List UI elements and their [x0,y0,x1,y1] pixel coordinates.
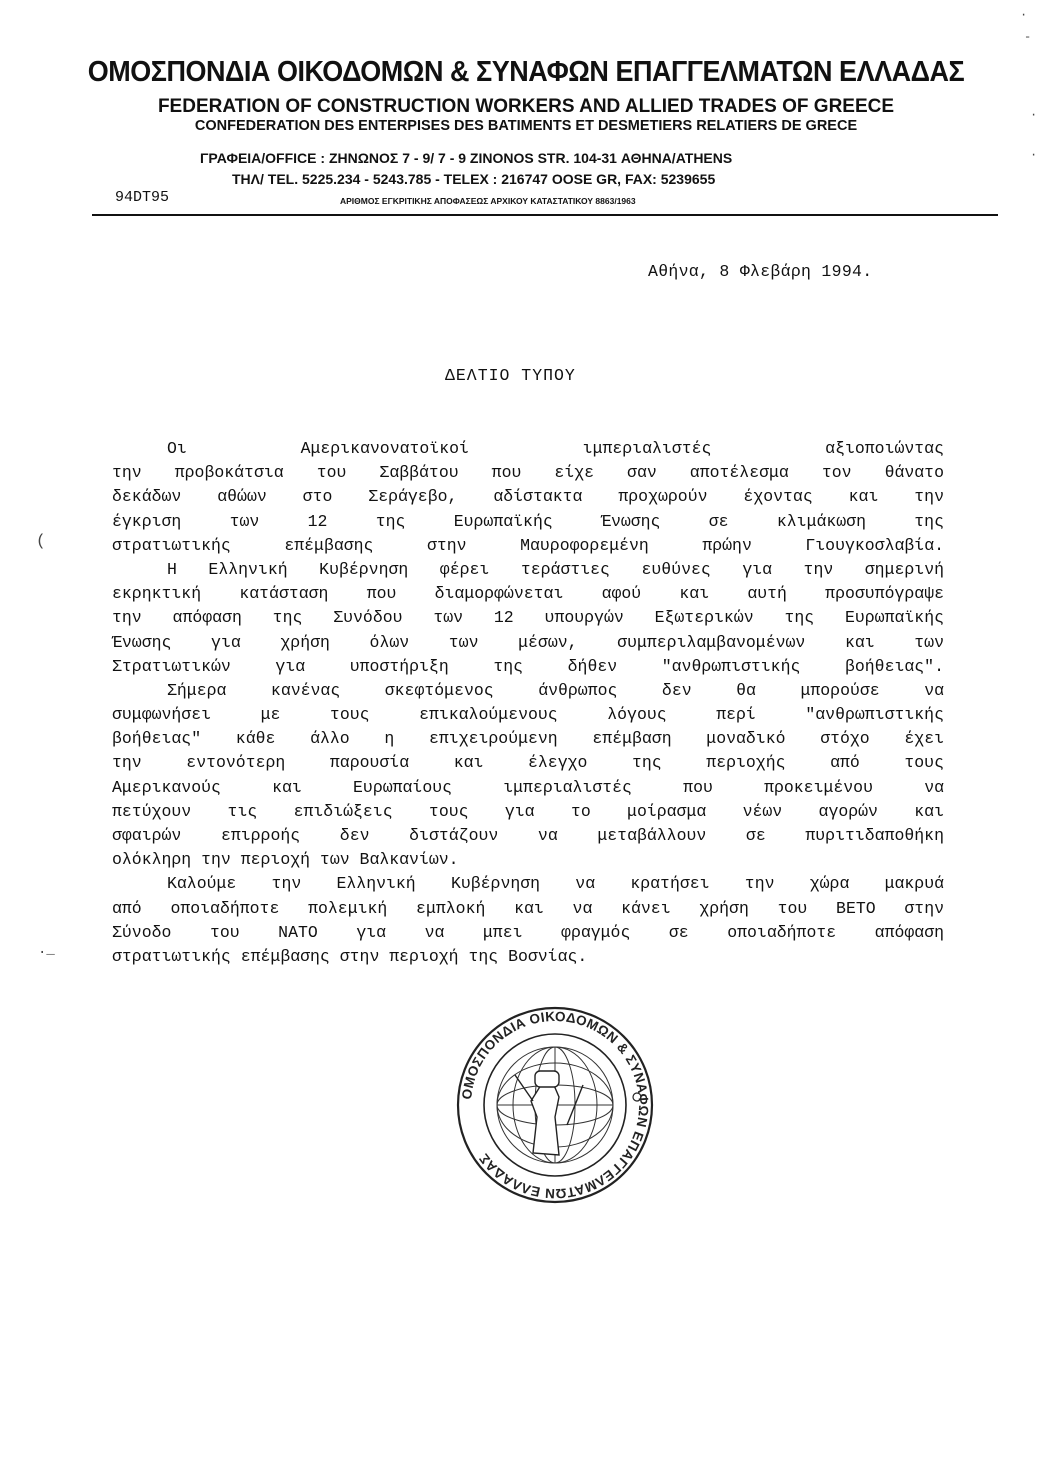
document-title: ΔΕΛΤΙΟ ΤΥΠΟΥ [445,366,576,385]
body-line: Αμερικανούς και Ευρωπαίους ιμπεριαλιστές που προκειμένου να [112,777,944,797]
scan-mark: - [1024,30,1032,44]
seal-text: ΟΜΟΣΠΟΝΔΙΑ ΟΙΚΟΔΟΜΩΝ & ΣΥΝΑΦΩΝ ΕΠΑΓΓΕΛΜΑΤΩΝ ΕΛΛΑΔΑΣ [459,1008,652,1202]
body-line: Σύνοδο του ΝΑΤΟ για να μπει φραγμός σε οποιαδήποτε απόφαση [112,922,944,942]
body-line: συμφωνήσει με τους επικαλούμενους λόγους περί "ανθρωπιστικής [112,705,944,725]
body-line: Σήμερα κανένας σκεφτόμενος άνθρωπος δεν θα μπορούσε να [167,680,944,700]
scan-mark: ( [36,532,46,550]
body-line: σφαιρών επιρροής δεν διστάζουν να μεταβάλλουν σε πυριτιδαποθήκη [112,826,944,845]
scan-mark: · [1020,8,1028,22]
body-line: Ένωσης για χρήση όλων των μέσων, συμπεριλαμβανομένων και των [112,632,944,652]
body-line: Στρατιωτικών για υποστήριξη της δήθεν "ανθρωπιστικής βοήθειας". [112,656,944,676]
body-line: την απόφαση της Συνόδου των 12 υπουργών Εξωτερικών της Ευρωπαϊκής [112,608,944,628]
body-line: Οι Αμερικανονατοϊκοί ιμπεριαλιστές αξιοποιώντας [167,439,944,458]
body-line: βοήθειας" κάθε άλλο η επιχειρούμενη επέμβαση μοναδικό στόχο έχει [112,729,944,749]
official-seal [455,1005,655,1205]
body-line: στρατιωτικής επέμβασης στην περιοχή της Βοσνίας. [112,946,588,966]
body-line: δεκάδων αθώων στο Σεράγεβο, αδίστακτα προχωρούν έχοντας και την [112,487,944,507]
organization-name-greek: ΟΜΟΣΠΟΝΔΙΑ ΟΙΚΟΔΟΜΩΝ & ΣΥΝΑΦΩΝ ΕΠΑΓΓΕΛΜΑΤΩΝ ΕΛΛΑΔΑΣ [87,56,965,88]
scan-mark: ._ [38,942,55,958]
letterhead-divider [92,214,998,216]
scan-mark: · [1030,108,1038,122]
body-line: πετύχουν τις επιδιώξεις τους για το μοίρασμα νέων αγορών και [112,801,944,821]
contact-numbers: ΤΗΛ/ TEL. 5225.234 - 5243.785 - TELEX : 216747 OOSE GR, FAX: 5239655 [232,171,716,187]
scan-mark: · [1030,148,1038,162]
body-line: ολόκληρη την περιοχή των Βαλκανίων. [112,850,459,870]
body-line: Καλούμε την Ελληνική Κυβέρνηση να κρατήσει την χώρα μακρυά [167,874,944,894]
reference-code: 94DT95 [115,189,170,206]
approval-number: ΑΡΙΘΜΟΣ ΕΓΚΡΙΤΙΚΗΣ ΑΠΟΦΑΣΕΩΣ ΑΡΧΙΚΟΥ ΚΑΤΑΣΤΑΤΙΚΟΥ 8863/1963 [340,196,636,206]
body-line: έγκριση των 12 της Ευρωπαϊκής Ένωσης σε κλιμάκωση της [112,511,944,531]
body-line: Η Ελληνική Κυβέρνηση φέρει τεράστιες ευθύνες για την σημερινή [167,559,944,579]
body-line: από οποιαδήποτε πολεμική εμπλοκή και να κάνει χρήση του ΒΕΤΟ στην [112,898,944,918]
body-line: εκρηκτική κατάσταση που διαμορφώνεται αφού και αυτή προσυπόγραψε [112,584,944,604]
organization-name-english: FEDERATION OF CONSTRUCTION WORKERS AND ALLIED TRADES OF GREECE [157,96,895,117]
body-line: στρατιωτικής επέμβασης στην Μαυροφορεμένη πρώην Γιουγκοσλαβία. [112,535,944,555]
body-line: την εντονότερη παρουσία και έλεγχο της περιοχής από τους [112,753,944,773]
letter-date: Αθήνα, 8 Φλεβάρη 1994. [648,262,873,281]
body-text [112,437,944,969]
body-line: την προβοκάτσια του Σαββάτου που είχε σαν αποτέλεσμα τον θάνατο [112,463,944,483]
office-address: ΓΡΑΦΕΙΑ/OFFICE : ΖΗΝΩΝΟΣ 7 - 9/ 7 - 9 ZINONOS STR. 104-31 ΑΘΗΝΑ/ATHENS [200,150,733,166]
organization-name-french: CONFEDERATION DES ENTERPISES DES BATIMENTS ET DESMETIERS RELATIERS DE GRECE [194,118,858,134]
